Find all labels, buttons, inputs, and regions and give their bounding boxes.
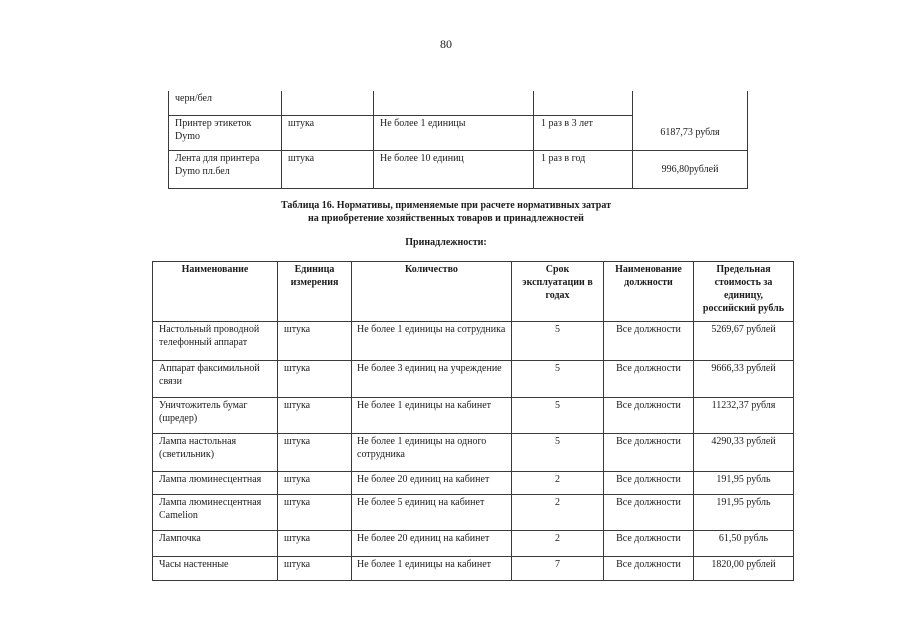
cell-item-name: Часы настенные <box>153 557 278 581</box>
cell-price <box>633 91 748 115</box>
table-row <box>153 398 794 434</box>
cell-max-price: 11232,37 рубля <box>694 398 794 434</box>
table-row <box>169 150 748 188</box>
cell-max-price: 1820,00 рублей <box>694 557 794 581</box>
table-row <box>153 322 794 361</box>
cell-position: Все должности <box>604 434 694 472</box>
cell-position: Все должности <box>604 531 694 557</box>
table-row <box>153 472 794 495</box>
cell-max-price: 9666,33 рублей <box>694 361 794 398</box>
table-caption-line: на приобретение хозяйственных товаров и принадлежностей <box>308 213 584 224</box>
cell-unit: штука <box>278 361 352 398</box>
cell-item-name: Аппарат факсимильной связи <box>153 361 278 398</box>
cell-position: Все должности <box>604 557 694 581</box>
cell-position: Все должности <box>604 472 694 495</box>
table-header-row <box>153 262 794 322</box>
cell-item-name: Уничтожитель бумаг (шредер) <box>153 398 278 434</box>
cell-unit: штука <box>278 531 352 557</box>
cell-unit: штука <box>278 434 352 472</box>
cell-quantity: Не более 20 единиц на кабинет <box>352 531 512 557</box>
cell-unit: штука <box>278 495 352 531</box>
header-max-price: Предельная стоимость за единицу, российский рубль <box>694 262 794 322</box>
cell-max-price: 191,95 рубль <box>694 472 794 495</box>
cell-quantity: Не более 1 единицы на одного сотрудника <box>352 434 512 472</box>
cell-lifetime: 2 <box>512 495 604 531</box>
cell-lifetime: 2 <box>512 472 604 495</box>
cell-lifetime: 5 <box>512 434 604 472</box>
cell-quantity: Не более 1 единицы на сотрудника <box>352 322 512 361</box>
cell-quantity: Не более 1 единицы <box>374 115 534 150</box>
cell-quantity: Не более 1 единицы на кабинет <box>352 398 512 434</box>
cell-unit: штука <box>278 322 352 361</box>
table-body <box>169 91 748 188</box>
continued-table <box>168 91 748 189</box>
cell-item-name: Настольный проводной телефонный аппарат <box>153 322 278 361</box>
cell-replacement-period <box>534 91 633 115</box>
cell-position: Все должности <box>604 398 694 434</box>
table-row <box>153 495 794 531</box>
cell-lifetime: 7 <box>512 557 604 581</box>
header-name: Наименование <box>153 262 278 322</box>
cell-unit <box>282 91 374 115</box>
table-row <box>153 434 794 472</box>
cell-quantity: Не более 10 единиц <box>374 150 534 188</box>
table-header <box>153 262 794 322</box>
cell-item-name: Лампочка <box>153 531 278 557</box>
header-unit: Единица измерения <box>278 262 352 322</box>
table-row <box>153 361 794 398</box>
table-row <box>153 531 794 557</box>
cell-max-price: 5269,67 рублей <box>694 322 794 361</box>
cell-unit: штука <box>278 557 352 581</box>
table-row <box>169 91 748 115</box>
cell-position: Все должности <box>604 361 694 398</box>
cell-position: Все должности <box>604 322 694 361</box>
cell-item-name: Лампа люминесцентная <box>153 472 278 495</box>
table-body <box>153 322 794 581</box>
cell-item-name: Лампа настольная (светильник) <box>153 434 278 472</box>
table-row <box>153 557 794 581</box>
cell-item-name: черн/бел <box>169 91 282 115</box>
cell-lifetime: 5 <box>512 398 604 434</box>
table-caption-line: Таблица 16. Нормативы, применяемые при расчете нормативных затрат <box>281 200 611 211</box>
cell-max-price: 61,50 рубль <box>694 531 794 557</box>
cell-lifetime: 5 <box>512 361 604 398</box>
cell-quantity <box>374 91 534 115</box>
cell-quantity: Не более 5 единиц на кабинет <box>352 495 512 531</box>
cell-lifetime: 2 <box>512 531 604 557</box>
cell-max-price: 191,95 рубль <box>694 495 794 531</box>
cell-replacement-period: 1 раз в год <box>534 150 633 188</box>
header-quantity: Количество <box>352 262 512 322</box>
cell-quantity: Не более 20 единиц на кабинет <box>352 472 512 495</box>
cell-price: 996,80рублей <box>633 150 748 188</box>
accessories-table <box>152 261 794 581</box>
cell-replacement-period: 1 раз в 3 лет <box>534 115 633 150</box>
header-lifetime: Срок эксплуатации в годах <box>512 262 604 322</box>
cell-item-name: Лампа люминесцентная Camelion <box>153 495 278 531</box>
cell-price: 6187,73 рубля <box>633 115 748 150</box>
cell-unit: штука <box>278 398 352 434</box>
cell-quantity: Не более 3 единиц на учреждение <box>352 361 512 398</box>
cell-lifetime: 5 <box>512 322 604 361</box>
cell-unit: штука <box>282 115 374 150</box>
section-title: Принадлежности: <box>405 237 487 248</box>
cell-max-price: 4290,33 рублей <box>694 434 794 472</box>
table-row <box>169 115 748 150</box>
cell-quantity: Не более 1 единицы на кабинет <box>352 557 512 581</box>
cell-position: Все должности <box>604 495 694 531</box>
cell-unit: штука <box>278 472 352 495</box>
cell-item-name: Лента для принтера Dymo пл.бел <box>169 150 282 188</box>
page-number: 80 <box>440 37 452 51</box>
table-caption <box>0 199 892 225</box>
cell-item-name: Принтер этикеток Dymo <box>169 115 282 150</box>
header-position: Наименование должности <box>604 262 694 322</box>
cell-unit: штука <box>282 150 374 188</box>
